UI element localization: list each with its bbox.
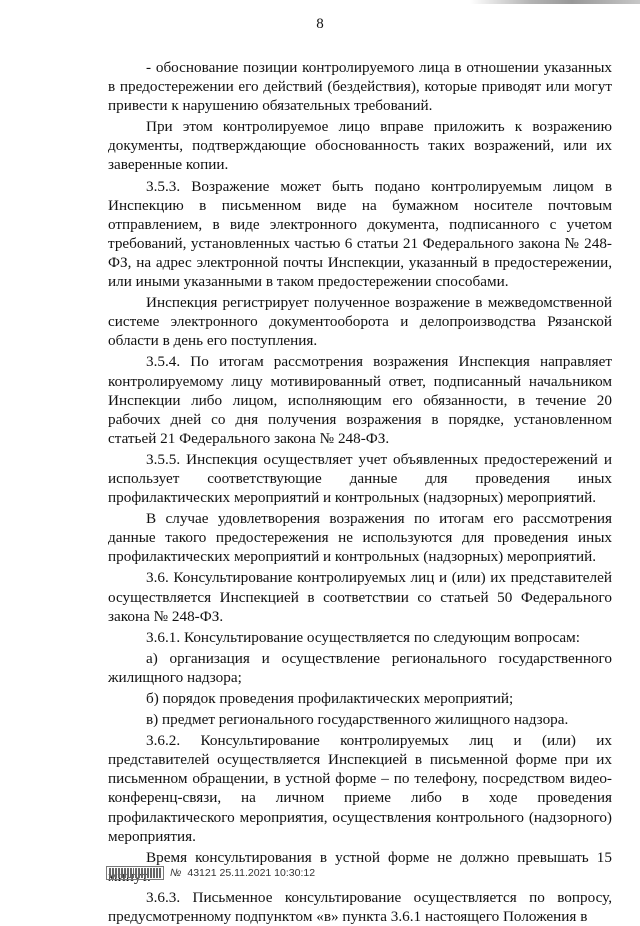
list-item: а) организация и осуществление регионального государственного жилищного надзора;	[108, 649, 612, 686]
scan-edge-artifact	[470, 0, 640, 4]
document-body	[108, 58, 612, 926]
paragraph: - обоснование позиции контролируемого лица в отношении указанных в предостережении его действий (бездействия), которые приводят или могут привести к нарушению обязательных требований.	[108, 59, 612, 115]
number-sign: №	[170, 867, 182, 879]
page-number: 8	[316, 16, 324, 32]
paragraph: 3.6. Консультирование контролируемых лиц и (или) их представителей осуществляется Инспекцией в соответствии со статьей 50 Федерального закона № 248-ФЗ.	[108, 569, 612, 625]
paragraph: Инспекция регистрирует полученное возражение в межведомственной системе электронного документооборота и делопроизводства Рязанской области в день его поступления.	[108, 294, 612, 350]
paragraph: 3.5.3. Возражение может быть подано контролируемым лицом в Инспекцию в письменном виде на бумажном носителе почтовым отправлением, в виде электронного документа, подписанного с учетом требований, установленных частью 6 статьи 21 Федерального закона № 248-ФЗ, на адрес электронной почты Инспекции, указанный в предостережении, или иными указанными в таком предостережении способами.	[108, 177, 612, 291]
paragraph: 3.5.5. Инспекция осуществляет учет объявленных предостережений и использует соответствующие данные для проведения иных профилактических мероприятий и контрольных (надзорных) мероприятий.	[108, 450, 612, 507]
barcode-icon	[106, 866, 164, 880]
paragraph: 3.6.3. Письменное консультирование осуществляется по вопросу, предусмотренному подпунктом «в» пункта 3.6.1 настоящего Положения в	[108, 888, 612, 926]
paragraph: 3.5.4. По итогам рассмотрения возражения Инспекция направляет контролируемому лицу мотивированный ответ, подписанный начальником Инспекции либо лицом, исполняющим его обязанности, в течение 20 рабочих дней со дня получения возражения в порядке, установленном статьей 21 Федерального закона № 248-ФЗ.	[108, 353, 612, 447]
registration-stamp	[106, 866, 315, 880]
paragraph: В случае удовлетворения возражения по итогам его рассмотрения данные такого предостережения не используются для проведения иных профилактических мероприятий и контрольных (надзорных) мероприятий.	[108, 510, 612, 566]
paragraph: 3.6.1. Консультирование осуществляется по следующим вопросам:	[146, 628, 580, 646]
list-item: в) предмет регионального государственного жилищного надзора.	[146, 711, 569, 729]
registration-number-date: 43121 25.11.2021 10:30:12	[187, 867, 316, 879]
paragraph: При этом контролируемое лицо вправе приложить к возражению документы, подтверждающие обоснованность таких возражений, или их заверенные копии.	[108, 118, 612, 174]
paragraph: 3.6.2. Консультирование контролируемых лиц и (или) их представителей осуществляется Инспекцией в письменной форме при их письменном обращении, в устной форме – по телефону, посредством видео-конференц-связи, на личном приеме либо в ходе проведения профилактического мероприятия, осуществления контрольного (надзорного) мероприятия.	[108, 732, 612, 845]
paragraph: Время консультирования в устной форме не должно превышать 15	[146, 848, 612, 866]
list-item: б) порядок проведения профилактических мероприятий;	[146, 690, 514, 707]
